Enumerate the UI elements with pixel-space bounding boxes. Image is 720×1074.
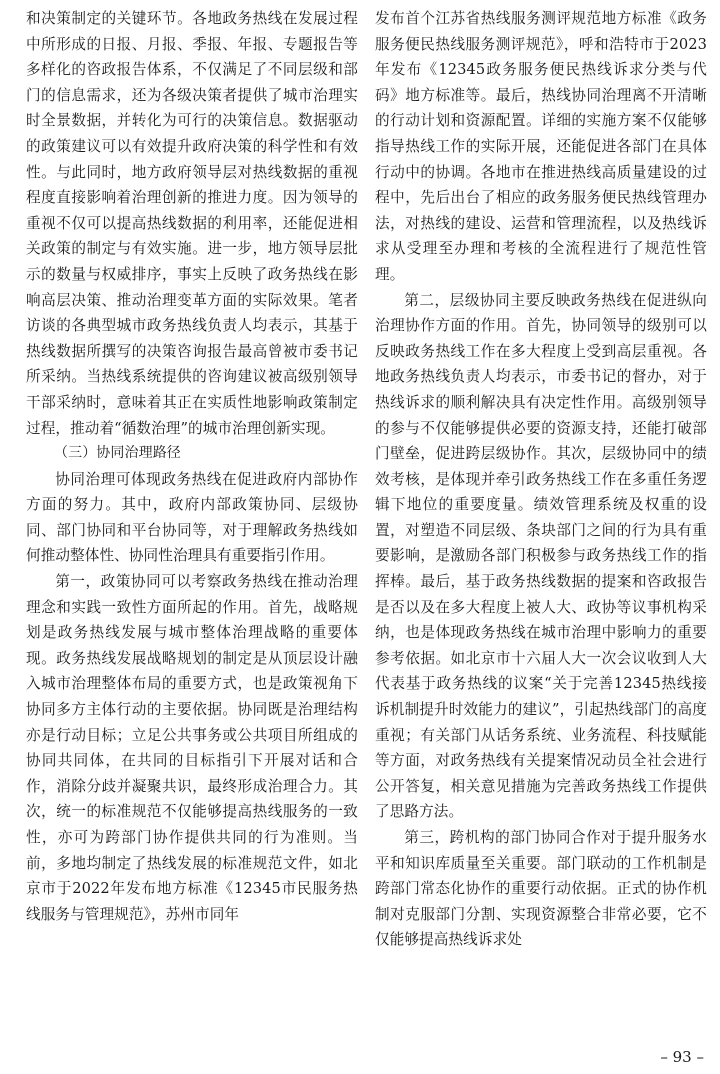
paragraph: 协同治理可体现政务热线在促进政府内部协作方面的努力。其中，政府内部政策协同、层级协同、部门协同和平台协同等，对于理解政务热线如何推动整体性、协同性治理具有重要指引作用。 — [26, 470, 358, 565]
page-number: – 93 – — [660, 1048, 704, 1066]
paragraph: 发布首个江苏省热线服务测评规范地方标准《政务服务便民热线服务测评规范》，呼和浩特市于2023年发布《12345政务服务便民热线诉求分类与代码》地方标准等。最后，热线协同治理离不开清晰的行动计划和资源配置。详细的实施方案不仅能够指导热线工作的实际开展，还能促进各部门在具体行动中的协调。各地市在推进热线高质量建设的过程中，先后出台了相应的政务服务便民热线管理办法，对热线的建设、运营和管理流程，以及热线诉求从受理至办理和考核的全流程进行了规范性管理。 — [375, 10, 707, 283]
paragraph: 第三，跨机构的部门协同合作对于提升服务水平和知识库质量至关重要。部门联动的工作机制是跨部门常态化协作的重要行动依据。正式的协作机制对克服部门分割、实现资源整合非常必要，它不仅能够提高热线诉求处 — [375, 829, 707, 949]
paragraph: 和决策制定的关键环节。各地政务热线在发展过程中所形成的日报、月报、季报、年报、专题报告等多样化的咨政报告体系，不仅满足了不同层级和部门的信息需求，还为各级决策者提供了城市治理实时全景数据，并转化为可行的决策信息。数据驱动的政策建议可以有效提升政府决策的科学性和有效性。与此同时，地方政府领导层对热线数据的重视程度直接影响着治理创新的推进力度。因为领导的重视不仅可以提高热线数据的利用率，还能促进相关政策的制定与有效实施。进一步，地方领导层批示的数量与权威排序，事实上反映了政务热线在影响高层决策、推动治理变革方面的实际效果。笔者访谈的各典型城市政务热线负责人均表示，其基于热线数据所撰写的决策咨询报告最高曾被市委书记所采纳。当热线系统提供的咨询建议被高级别领导干部采纳时，意味着其正在实质性地影响政策制定过程，推动着“循数治理”的城市治理创新实现。 — [26, 10, 358, 437]
section-heading: （三）协同治理路径 — [54, 445, 181, 462]
paragraph: 第一，政策协同可以考察政务热线在推动治理理念和实践一致性方面所起的作用。首先，战略规划是政务热线发展与城市整体治理战略的重要体现。政务热线发展战略规划的制定是从顶层设计融入城市治理整体布局的重要方式，也是政策视角下协同多方主体行动的主要依据。协同既是治理结构亦是行动目标；立足公共事务或公共项目所组成的协同共同体，在共同的目标指引下开展对话和合作，消除分歧并凝聚共识，最终形成治理合力。其次，统一的标准规范不仅能够提高热线服务的一致性，亦可为跨部门协作提供共同的行为准则。当前，多地均制定了热线发展的标准规范文件，如北京市于2022年发布地方标准《12345市民服务热线服务与管理规范》，苏州市同年 — [26, 573, 358, 923]
right-column — [375, 6, 707, 953]
left-column — [26, 6, 358, 927]
paragraph: 第二，层级协同主要反映政务热线在促进纵向治理协作方面的作用。首先，协同领导的级别可以反映政务热线工作在多大程度上受到高层重视。各地政务热线负责人均表示，市委书记的督办，对于热线诉求的顺利解决具有决定性作用。高级别领导的参与不仅能够提供必要的资源支持，还能打破部门壁垒，促进跨层级协作。其次，层级协同中的绩效考核，是体现并牵引政务热线工作在多重任务逻辑下地位的重要度量。绩效管理系统及权重的设置，对塑造不同层级、条块部门之间的行为具有重要影响，是激励各部门积极参与政务热线工作的指挥棒。最后，基于政务热线数据的提案和咨政报告是否以及在多大程度上被人大、政协等议事机构采纳，也是体现政务热线在城市治理中影响力的重要参考依据。如北京市十六届人大一次会议收到人大代表基于政务热线的议案“关于完善12345热线接诉机制提升时效能力的建议”，引起热线部门的高度重视；有关部门从话务系统、业务流程、科技赋能等方面，对政务热线有关提案情况动员全社会进行公开答复，相关意见措施为完善政务热线工作提供了思路方法。 — [375, 291, 707, 821]
